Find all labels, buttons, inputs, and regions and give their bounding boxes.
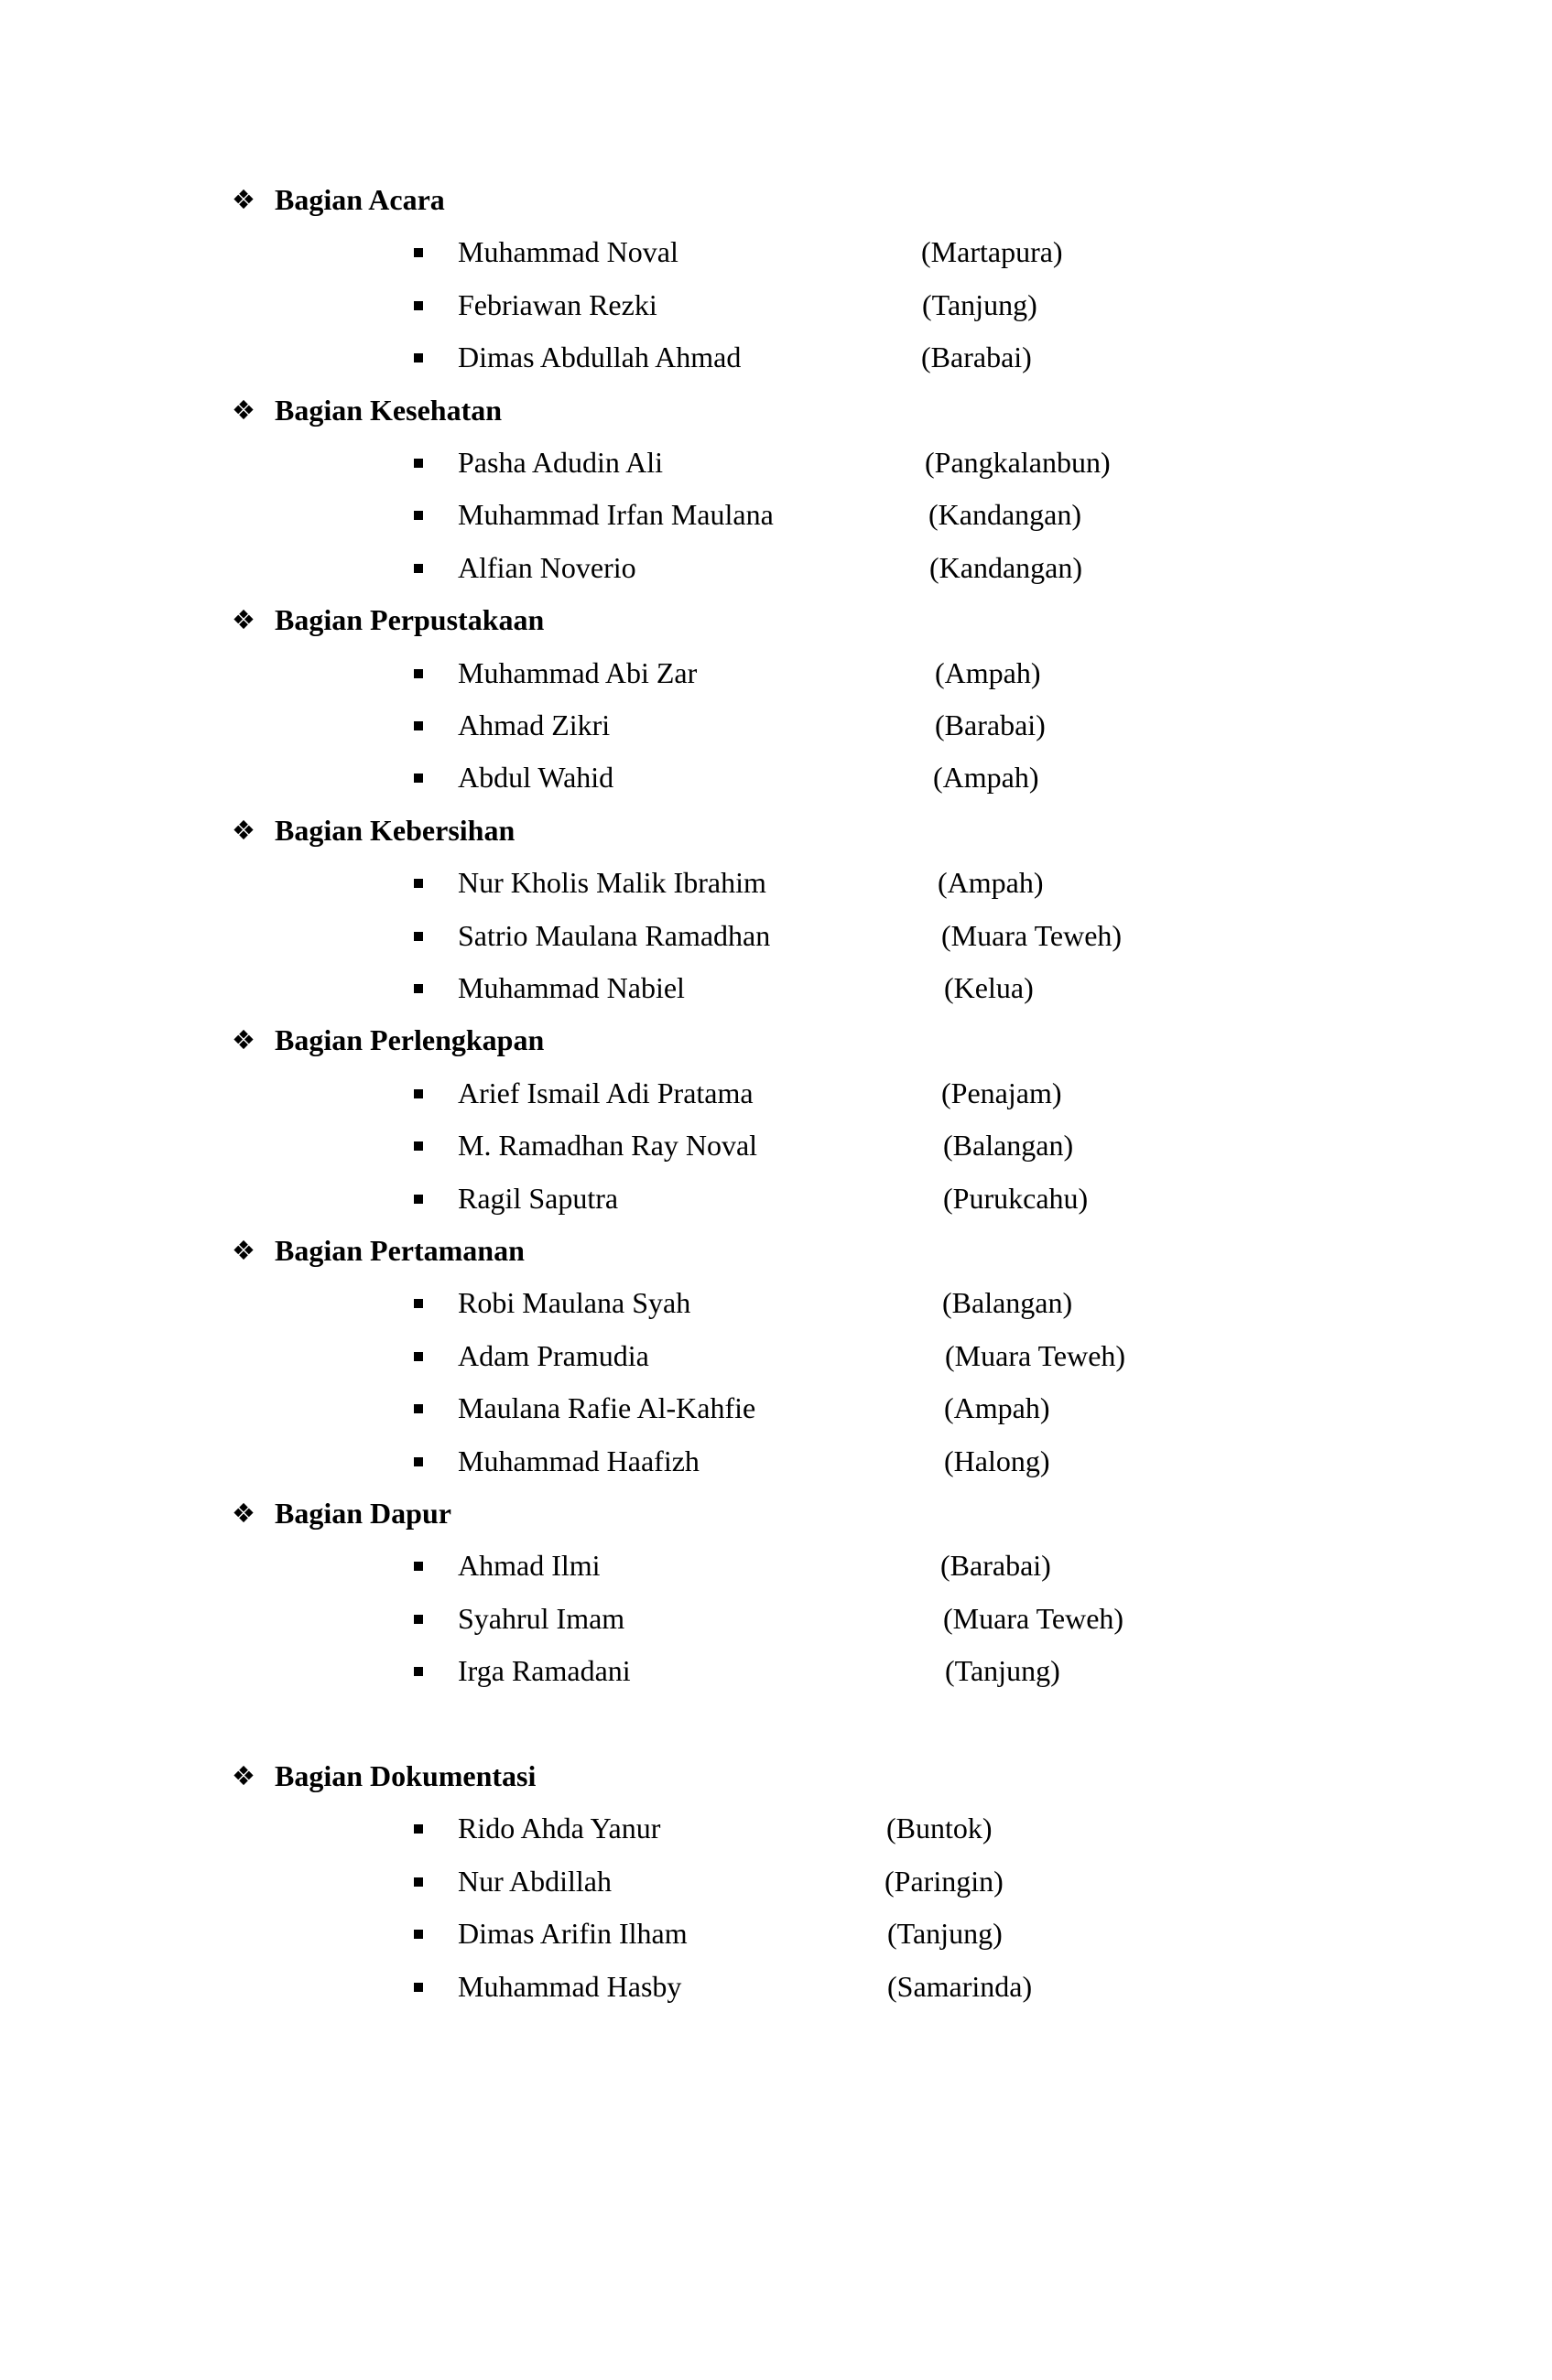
square-bullet-icon (414, 774, 423, 783)
square-bullet-icon (414, 721, 423, 730)
diamond-bullet-icon: ❖ (232, 394, 255, 426)
member-name: Dimas Arifin Ilham (458, 1917, 688, 1951)
member-origin: (Balangan) (943, 1129, 1074, 1163)
section-heading (0, 384, 1552, 437)
member-row (0, 1173, 1552, 1225)
member-row (0, 647, 1552, 699)
square-bullet-icon (414, 669, 423, 678)
square-bullet-icon (414, 1824, 423, 1834)
member-origin: (Martapura) (921, 235, 1063, 269)
member-name: Dimas Abdullah Ahmad (458, 341, 742, 374)
square-bullet-icon (414, 1404, 423, 1413)
member-origin: (Barabai) (921, 341, 1032, 374)
member-name: Ahmad Ilmi (458, 1549, 601, 1583)
square-bullet-icon (414, 459, 423, 468)
member-name: Irga Ramadani (458, 1654, 631, 1688)
section-heading (0, 805, 1552, 857)
diamond-bullet-icon: ❖ (232, 1498, 255, 1529)
section-heading (0, 1488, 1552, 1540)
section-title: Bagian Acara (275, 183, 445, 216)
square-bullet-icon (414, 1877, 423, 1887)
member-origin: (Ampah) (938, 866, 1044, 900)
square-bullet-icon (414, 1089, 423, 1098)
member-origin: (Kelua) (944, 971, 1034, 1004)
member-name: Muhammad Haafizh (458, 1444, 700, 1477)
diamond-bullet-icon: ❖ (232, 1760, 255, 1791)
member-row (0, 1067, 1552, 1120)
member-row (0, 910, 1552, 962)
member-name: Abdul Wahid (458, 761, 614, 795)
member-origin: (Buntok) (886, 1812, 993, 1845)
member-origin: (Ampah) (944, 1391, 1050, 1425)
diamond-bullet-icon: ❖ (232, 1235, 255, 1266)
section-title: Bagian Dapur (275, 1497, 451, 1530)
square-bullet-icon (414, 1667, 423, 1676)
member-origin: (Purukcahu) (943, 1181, 1089, 1215)
member-row (0, 699, 1552, 752)
member-name: Arief Ismail Adi Pratama (458, 1076, 754, 1109)
diamond-bullet-icon: ❖ (232, 184, 255, 215)
member-row (0, 857, 1552, 909)
square-bullet-icon (414, 984, 423, 993)
section-title: Bagian Kebersihan (275, 813, 516, 847)
member-origin: (Muara Teweh) (943, 1601, 1124, 1635)
square-bullet-icon (414, 932, 423, 941)
member-origin: (Muara Teweh) (941, 918, 1123, 952)
member-row (0, 1645, 1552, 1697)
member-row (0, 279, 1552, 331)
section-heading (0, 594, 1552, 646)
member-row (0, 226, 1552, 278)
member-origin: (Muara Teweh) (945, 1338, 1126, 1372)
section-title: Bagian Dokumentasi (275, 1759, 537, 1792)
member-row (0, 1908, 1552, 1960)
square-bullet-icon (414, 1983, 423, 1992)
member-origin: (Samarinda) (887, 1969, 1033, 2003)
member-origin: (Paringin) (885, 1864, 1004, 1898)
member-name: Muhammad Nabiel (458, 971, 685, 1004)
section-heading (0, 1225, 1552, 1277)
square-bullet-icon (414, 511, 423, 520)
member-name: Pasha Adudin Ali (458, 446, 664, 479)
member-row (0, 1277, 1552, 1329)
member-name: M. Ramadhan Ray Noval (458, 1129, 758, 1163)
square-bullet-icon (414, 1457, 423, 1466)
member-origin: (Kandangan) (928, 498, 1082, 532)
member-row (0, 1855, 1552, 1908)
square-bullet-icon (414, 353, 423, 362)
section-heading (0, 1014, 1552, 1066)
square-bullet-icon (414, 248, 423, 257)
member-name: Nur Kholis Malik Ibrahim (458, 866, 766, 900)
member-row (0, 1540, 1552, 1592)
member-row (0, 1435, 1552, 1488)
member-name: Maulana Rafie Al-Kahfie (458, 1391, 756, 1425)
member-name: Ragil Saputra (458, 1181, 619, 1215)
square-bullet-icon (414, 1615, 423, 1624)
member-origin: (Barabai) (940, 1549, 1051, 1583)
member-origin: (Barabai) (935, 709, 1046, 741)
square-bullet-icon (414, 1299, 423, 1308)
diamond-bullet-icon: ❖ (232, 814, 255, 846)
member-origin: (Kandangan) (929, 550, 1083, 584)
member-origin: (Tanjung) (922, 287, 1037, 321)
member-name: Febriawan Rezki (458, 287, 657, 321)
member-row (0, 1961, 1552, 2013)
member-row (0, 489, 1552, 541)
member-origin: (Halong) (944, 1444, 1050, 1477)
member-name: Muhammad Noval (458, 235, 678, 269)
member-origin: (Ampah) (935, 655, 1041, 689)
member-name: Robi Maulana Syah (458, 1286, 691, 1320)
square-bullet-icon (414, 879, 423, 888)
section-heading (0, 1750, 1552, 1802)
member-name: Muhammad Irfan Maulana (458, 498, 774, 532)
member-name: Nur Abdillah (458, 1864, 612, 1898)
member-row (0, 752, 1552, 804)
square-bullet-icon (414, 1562, 423, 1571)
square-bullet-icon (414, 1352, 423, 1361)
member-row (0, 1120, 1552, 1172)
member-origin: (Tanjung) (887, 1917, 1003, 1951)
member-name: Ahmad Zikri (458, 709, 611, 741)
diamond-bullet-icon: ❖ (232, 604, 255, 636)
square-bullet-icon (414, 301, 423, 310)
square-bullet-icon (414, 564, 423, 573)
section-title: Bagian Kesehatan (275, 393, 503, 427)
square-bullet-icon (414, 1195, 423, 1204)
member-row (0, 1802, 1552, 1855)
square-bullet-icon (414, 1930, 423, 1939)
member-row (0, 1382, 1552, 1434)
member-origin: (Balangan) (942, 1286, 1073, 1320)
member-row (0, 1593, 1552, 1645)
diamond-bullet-icon: ❖ (232, 1024, 255, 1056)
member-name: Muhammad Hasby (458, 1969, 682, 2003)
section-title: Bagian Perpustakaan (275, 603, 545, 637)
section-heading (0, 174, 1552, 226)
member-origin: (Ampah) (933, 761, 1039, 795)
member-row (0, 437, 1552, 489)
square-bullet-icon (414, 1141, 423, 1151)
member-name: Rido Ahda Yanur (458, 1812, 661, 1845)
section-title: Bagian Perlengkapan (275, 1023, 545, 1057)
member-row (0, 542, 1552, 594)
member-name: Satrio Maulana Ramadhan (458, 918, 771, 952)
member-origin: (Pangkalanbun) (925, 446, 1111, 479)
member-row (0, 331, 1552, 384)
section-title: Bagian Pertamanan (275, 1234, 525, 1267)
member-name: Muhammad Abi Zar (458, 655, 698, 689)
member-name: Adam Pramudia (458, 1338, 649, 1372)
member-origin: (Tanjung) (945, 1654, 1060, 1688)
member-name: Syahrul Imam (458, 1601, 625, 1635)
member-origin: (Penajam) (941, 1076, 1062, 1109)
member-row (0, 1330, 1552, 1382)
member-name: Alfian Noverio (458, 550, 636, 584)
member-row (0, 962, 1552, 1014)
